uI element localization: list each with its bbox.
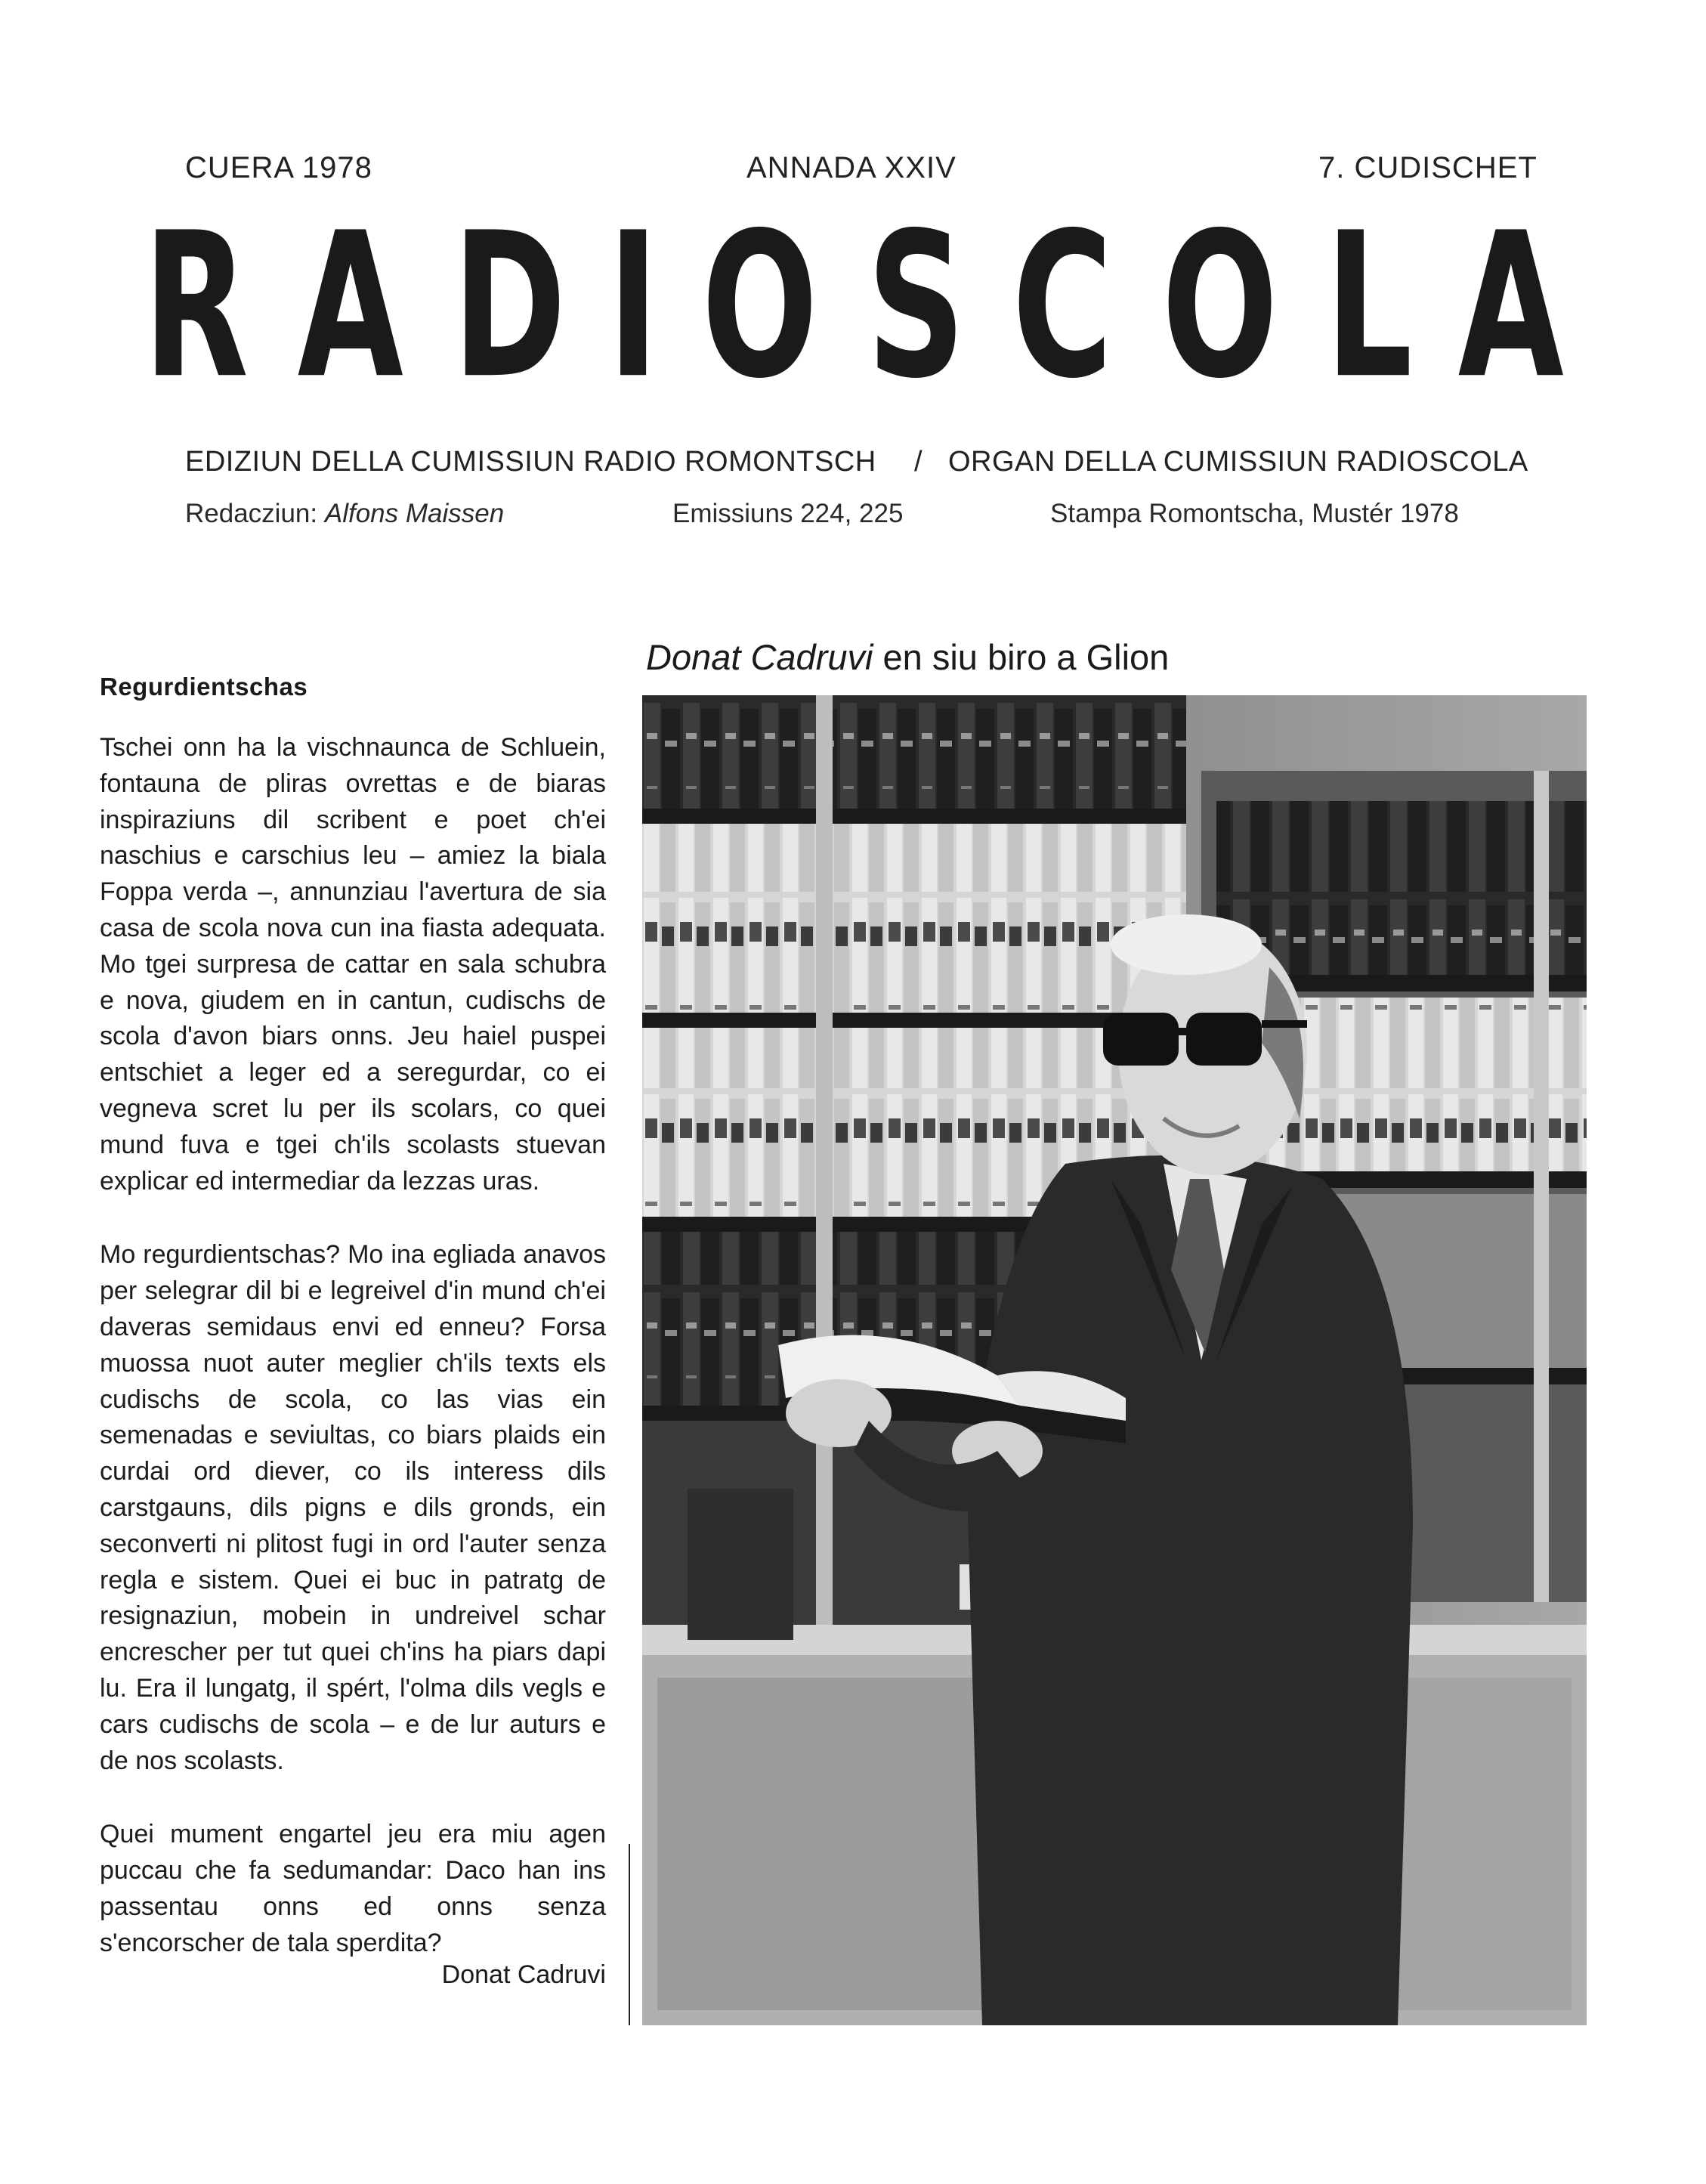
masthead-letter: R [143,190,249,422]
issue-number: 7. CUDISCHET [1318,151,1538,184]
article-paragraph-1: Tschei onn ha la vischnaunca de Schluein, fontauna de pliras ovrettas e de biaras inspiraziuns dil scribent e poet ch'ei naschius e carschius leu – amiez la biala Foppa verda –, annunziau l'avertura de sia casa de scola nova cun ina fiasta adequata. Mo tgei surpresa de cattar en sala schubra e nova, giudem en in cantun, cudischs de scola d'avon biars onns. Jeu haiel puspei entschiet a leger ed a seregurdar, co ei vegneva scret lu per ils scolars, co quei mund fuva e tgei ch'ils scolasts stuevan explicar ed intermediar da lezzas uras. [100,733,606,1196]
article-paragraph-2: Mo regurdientschas? Mo ina egliada anavos per selegrar dil bi e legreivel d'in mund ch'ei daveras semidaus envi ed enneu? Forsa muossa nuot auter meglier ch'ils texts els cudischs de scola, co las vias ein semenadas e seviultas, co biars plaids ein curdai ord diever, co ils interess dils carstgauns, dils pigns e dils gronds, ein seconverti ni plitost fugi in ord l'auter senza regla e sistem. Quei ei buc in patratg de resignaziun, mobein in undreivel schar encrescher per tut quei ch'ins ha piars dapi lu. Era il lungatg, il spért, l'olma dils vegls e cars cudischs de scola – e de lur auturs e de nos scolasts. [100,1240,606,1775]
editor-name: Alfons Maissen [324,499,505,528]
article-paragraph-3: Quei mument engartel jeu era miu agen puccau che fa sedumandar: Daco han ins passentau onns ed onns senza s'encorscher de tala sperdita? [100,1820,606,1957]
article-title: Regurdientschas [100,673,308,701]
edition-right: ORGAN DELLA CUMISSIUN RADIOSCOLA [948,446,1528,478]
masthead-letter: O [1161,190,1278,422]
photo-caption [646,636,1169,678]
masthead-letter: A [297,190,403,422]
masthead-letter: S [866,190,966,422]
editor-credit [185,499,504,529]
photo-caption-name: Donat Cadruvi [646,637,873,677]
article-author: Donat Cadruvi [441,1960,606,1989]
article [100,673,606,1990]
editor-label: Redacziun: [185,499,318,528]
masthead-letter: O [701,190,818,422]
masthead-letter: I [607,190,660,422]
broadcasts: Emissiuns 224, 225 [672,499,904,528]
edition-separator: / [914,446,923,478]
photo-illustration [642,695,1587,2025]
masthead-title [128,190,1579,422]
volume-label: ANNADA XXIV [746,151,957,184]
author-photo [642,695,1587,2025]
printer: Stampa Romontscha, Mustér 1978 [1050,499,1459,528]
column-divider [629,1844,630,2025]
masthead-letter: L [1324,190,1413,422]
masthead-letter: D [453,190,567,422]
masthead-letter: C [1012,190,1113,422]
masthead-letter: A [1458,190,1565,422]
edition-left: EDIZIUN DELLA CUMISSIUN RADIO ROMONTSCH [185,446,876,478]
photo-caption-rest: en siu biro a Glion [882,637,1170,677]
issue-date: CUERA 1978 [185,151,372,184]
